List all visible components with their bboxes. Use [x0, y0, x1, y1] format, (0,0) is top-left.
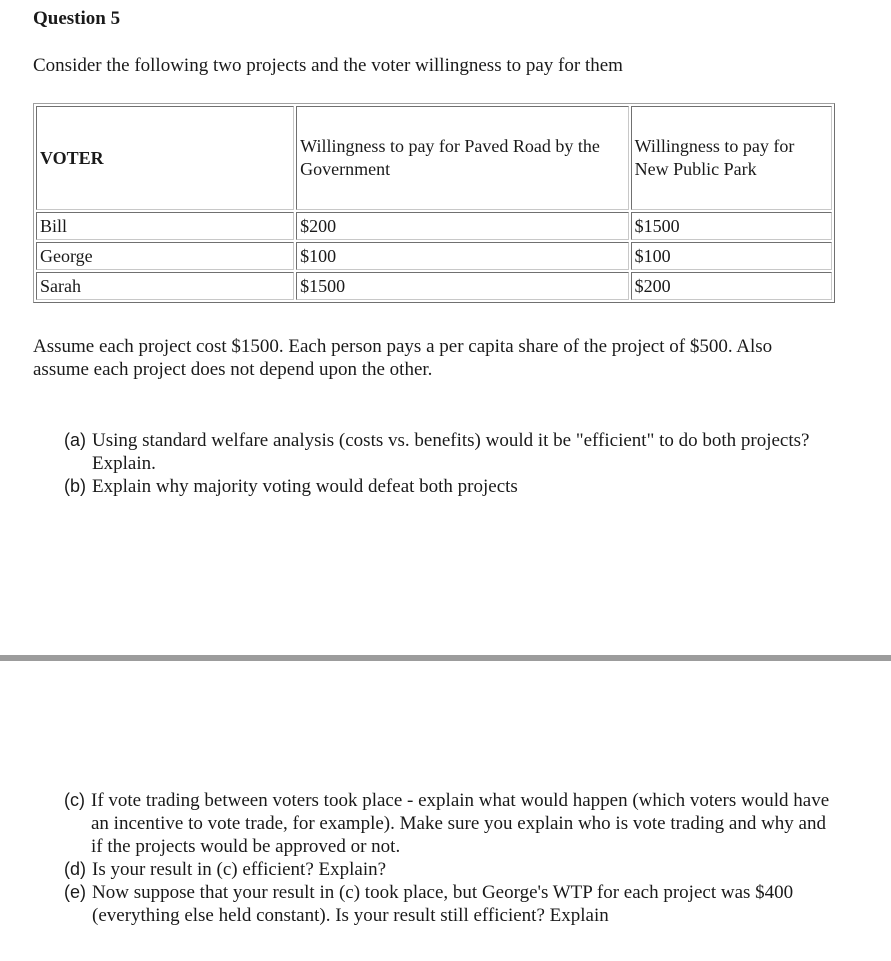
table-header-row	[36, 106, 832, 210]
part-label: (d)	[64, 859, 86, 879]
wtp-road: $200	[296, 212, 628, 240]
part-text: Using standard welfare analysis (costs vs. benefits) would it be "efficient" to do both projects? Explain.	[92, 430, 810, 474]
part-b	[64, 475, 844, 498]
wtp-table	[33, 103, 835, 303]
part-text: Is your result in (c) efficient? Explain?	[92, 859, 387, 880]
part-e	[64, 881, 834, 927]
part-label: (e)	[64, 882, 86, 902]
question-parts-cde	[64, 789, 834, 927]
page-divider	[0, 655, 891, 661]
header-voter: VOTER	[36, 106, 294, 210]
part-a	[64, 429, 844, 475]
header-paved-road: Willingness to pay for Paved Road by the Government	[296, 106, 628, 210]
wtp-road: $1500	[296, 272, 628, 300]
part-c	[64, 789, 834, 858]
question-parts-ab	[64, 429, 844, 498]
part-label: (c)	[64, 790, 85, 810]
wtp-road: $100	[296, 242, 628, 270]
part-d	[64, 858, 834, 881]
table-row	[36, 212, 832, 240]
table-row	[36, 242, 832, 270]
header-public-park: Willingness to pay for New Public Park	[631, 106, 832, 210]
voter-name: Bill	[36, 212, 294, 240]
part-text: Now suppose that your result in (c) took place, but George's WTP for each project was $400 (everything else held constant). Is your result still efficient? Explain	[92, 882, 794, 926]
wtp-park: $200	[631, 272, 832, 300]
table-row	[36, 272, 832, 300]
voter-name: George	[36, 242, 294, 270]
part-text: Explain why majority voting would defeat both projects	[92, 476, 518, 497]
assumption-text: Assume each project cost $1500. Each person pays a per capita share of the project of $500. Also assume each project does not depend upon the other.	[33, 336, 773, 380]
intro-text: Consider the following two projects and the voter willingness to pay for them	[33, 55, 623, 76]
part-label: (a)	[64, 430, 86, 450]
question-title: Question 5	[33, 8, 121, 29]
voter-name: Sarah	[36, 272, 294, 300]
wtp-park: $100	[631, 242, 832, 270]
part-text: If vote trading between voters took place - explain what would happen (which voters would have an incentive to vote trade, for example). Make sure you explain who is vote trading and why and if the projects would be approved or not.	[91, 790, 830, 857]
part-label: (b)	[64, 476, 86, 496]
wtp-park: $1500	[631, 212, 832, 240]
